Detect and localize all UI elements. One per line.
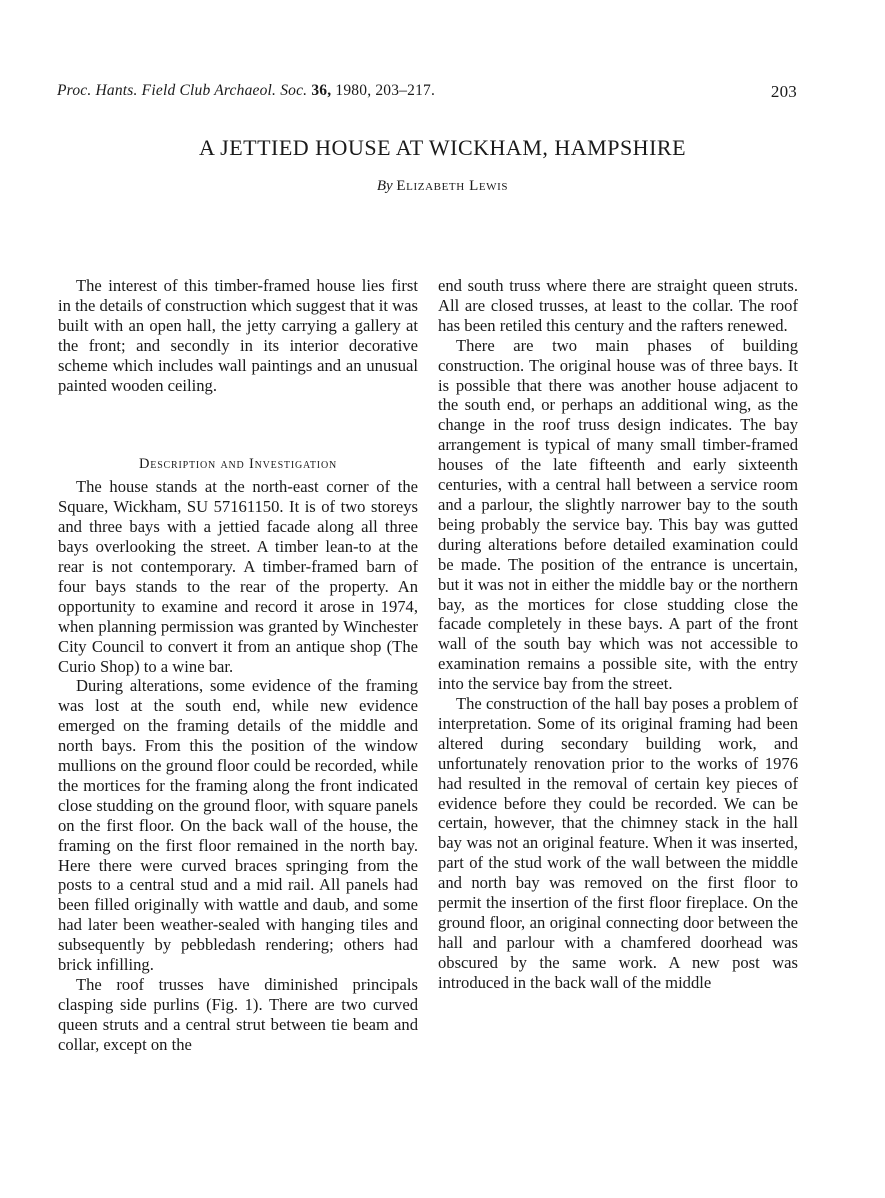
body-paragraph: The construction of the hall bay poses a problem of interpretation. Some of its original framing had been altered during secondary building work, and unfortunately renovation prior to the works of 1976 had resulted in the removal of certain key pieces of evidence before they could be recorded. We can be certain, however, that the chimney stack in the hall bay was not an original feature. When it was inserted, part of the stud work of the wall between the middle and north bay was removed on the first floor to permit the insertion of the first floor fireplace. On the ground floor, an original connecting door between the hall and parlour with a chamfered doorhead was obscured by the same work. A new post was introduced in the back wall of the middle (438, 694, 798, 992)
body-paragraph: During alterations, some evidence of the framing was lost at the south end, while new evidence emerged on the framing details of the middle and north bays. From this the position of the window mullions on the ground floor could be recorded, while the mortices for the framing along the front indicated close studding on the ground floor, with square panels on the first floor. On the back wall of the house, the framing on the first floor remained in the north bay. Here there were curved braces springing from the posts to a central stud and a mid rail. All panels had been filled originally with wattle and daub, and some had later been weather-sealed with hanging tiles and subsequently by pebbledash rendering; others had brick infilling. (58, 676, 418, 975)
section-heading: Description and Investigation (139, 456, 337, 473)
left-column (58, 276, 418, 1055)
body-paragraph: The roof trusses have diminished principals clasping side purlins (Fig. 1). There are two curved queen struts and a central strut between tie beam and collar, except on the (58, 975, 418, 1054)
right-column (438, 276, 798, 993)
journal-volume: 36, (311, 82, 332, 99)
body-paragraph: There are two main phases of building construction. The original house was of three bays. It is possible that there was another house adjacent to the south end, or perhaps an additional wing, as the change in the roof truss design indicates. The bay arrangement is typical of many small timber-framed houses of the late fifteenth and early sixteenth centuries, with a central hall between a service room and a parlour, the slightly narrower bay to the south being probably the service bay. This bay was gutted during alterations before detailed examination could be made. The position of the entrance is uncertain, but it was not in either the middle bay or the northern bay, as the mortices for close studding close the facade completely in these bays. A part of the front wall of the south bay which was not accessible to examination remains a possible site, with the entry into the service bay from the street. (438, 335, 798, 694)
journal-name: Proc. Hants. Field Club Archaeol. Soc. (57, 82, 308, 99)
journal-year-pages: 1980, 203–217. (335, 82, 436, 99)
body-paragraph-continued: end south truss where there are straight queen struts. All are closed trusses, at least to the collar. The roof has been retiled this century and the rafters renewed. (438, 276, 798, 335)
author-name: Elizabeth Lewis (396, 178, 509, 194)
byline (0, 178, 885, 195)
abstract-paragraph: The interest of this timber-framed house lies first in the details of construction which suggest that it was built with an open hall, the jetty carrying a gallery at the front; and secondly in its interior decorative scheme which includes wall paintings and an unusual painted wooden ceiling. (58, 276, 418, 395)
article-title: A JETTIED HOUSE AT WICKHAM, HAMPSHIRE (198, 135, 687, 160)
byline-by: By (376, 178, 393, 194)
page-number: 203 (770, 82, 797, 101)
body-paragraph: The house stands at the north-east corner of the Square, Wickham, SU 57161150. It is of two storeys and three bays with a jettied facade along all three bays overlooking the street. A timber lean-to at the rear is not contemporary. A timber-framed barn of four bays stands to the rear of the property. An opportunity to examine and record it arose in 1974, when planning permission was granted by Winchester City Council to convert it from an antique shop (The Curio Shop) to a wine bar. (58, 477, 418, 676)
running-head (57, 82, 797, 100)
